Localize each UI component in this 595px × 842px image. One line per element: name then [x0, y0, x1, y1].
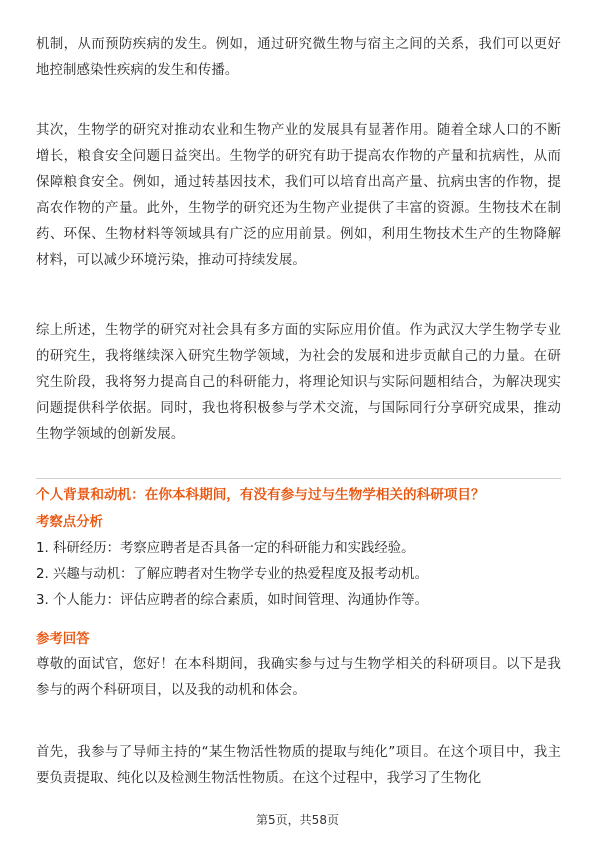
- paragraph-agriculture: 其次，生物学的研究对推动农业和生物产业的发展具有显著作用。随着全球人口的不断增长，粮食安全问题日益突出。生物学的研究有助于提高农作物的产量和抗病性，从而保障粮食安全。例如，通过转基因技术，我们可以培育出高产量、抗病虫害的作物，提高农作物的产量。此外，生物学的研究还为生物产业提供了丰富的资源。生物技术在制药、环保、生物材料等领域具有广泛的应用前景。例如，利用生物技术生产的生物降解材料，可以减少环境污染，推动可持续发展。: [36, 123, 561, 268]
- answer-paragraph-project: 首先，我参与了导师主持的“某生物活性物质的提取与纯化”项目。在这个项目中，我主要负责提取、纯化以及检测生物活性物质。在这个过程中，我学习了生物化: [36, 745, 561, 786]
- analysis-point: 3. 个人能力：评估应聘者的综合素质，如时间管理、沟通协作等。: [36, 593, 428, 608]
- answer-heading: 参考回答: [36, 632, 90, 647]
- analysis-heading: 考察点分析: [36, 515, 103, 530]
- analysis-point: 1. 科研经历：考察应聘者是否具备一定的科研能力和实践经验。: [36, 541, 415, 556]
- analysis-list: [36, 536, 561, 614]
- section-divider: [36, 478, 561, 479]
- paragraph-summary: 综上所述，生物学的研究对社会具有多方面的实际应用价值。作为武汉大学生物学专业的研究生，我将继续深入研究生物学领域，为社会的发展和进步贡献自己的力量。在研究生阶段，我将努力提高自己的科研能力，将理论知识与实际问题相结合，为解决现实问题提供科学依据。同时，我也将积极参与学术交流，与国际同行分享研究成果，推动生物学领域的创新发展。: [36, 323, 561, 442]
- answer-paragraph-intro: 尊敬的面试官，您好！在本科期间，我确实参与过与生物学相关的科研项目。以下是我参与的两个科研项目，以及我的动机和体会。: [36, 657, 561, 698]
- interview-question: 个人背景和动机：在你本科期间，有没有参与过与生物学相关的科研项目？: [36, 487, 485, 503]
- paragraph-disease-control: 机制，从而预防疾病的发生。例如，通过研究微生物与宿主之间的关系，我们可以更好地控制感染性疾病的发生和传播。: [36, 37, 561, 78]
- analysis-point: 2. 兴趣与动机：了解应聘者对生物学专业的热爱程度及报考动机。: [36, 567, 428, 582]
- page-number-footer: 第5页，共58页: [256, 813, 339, 827]
